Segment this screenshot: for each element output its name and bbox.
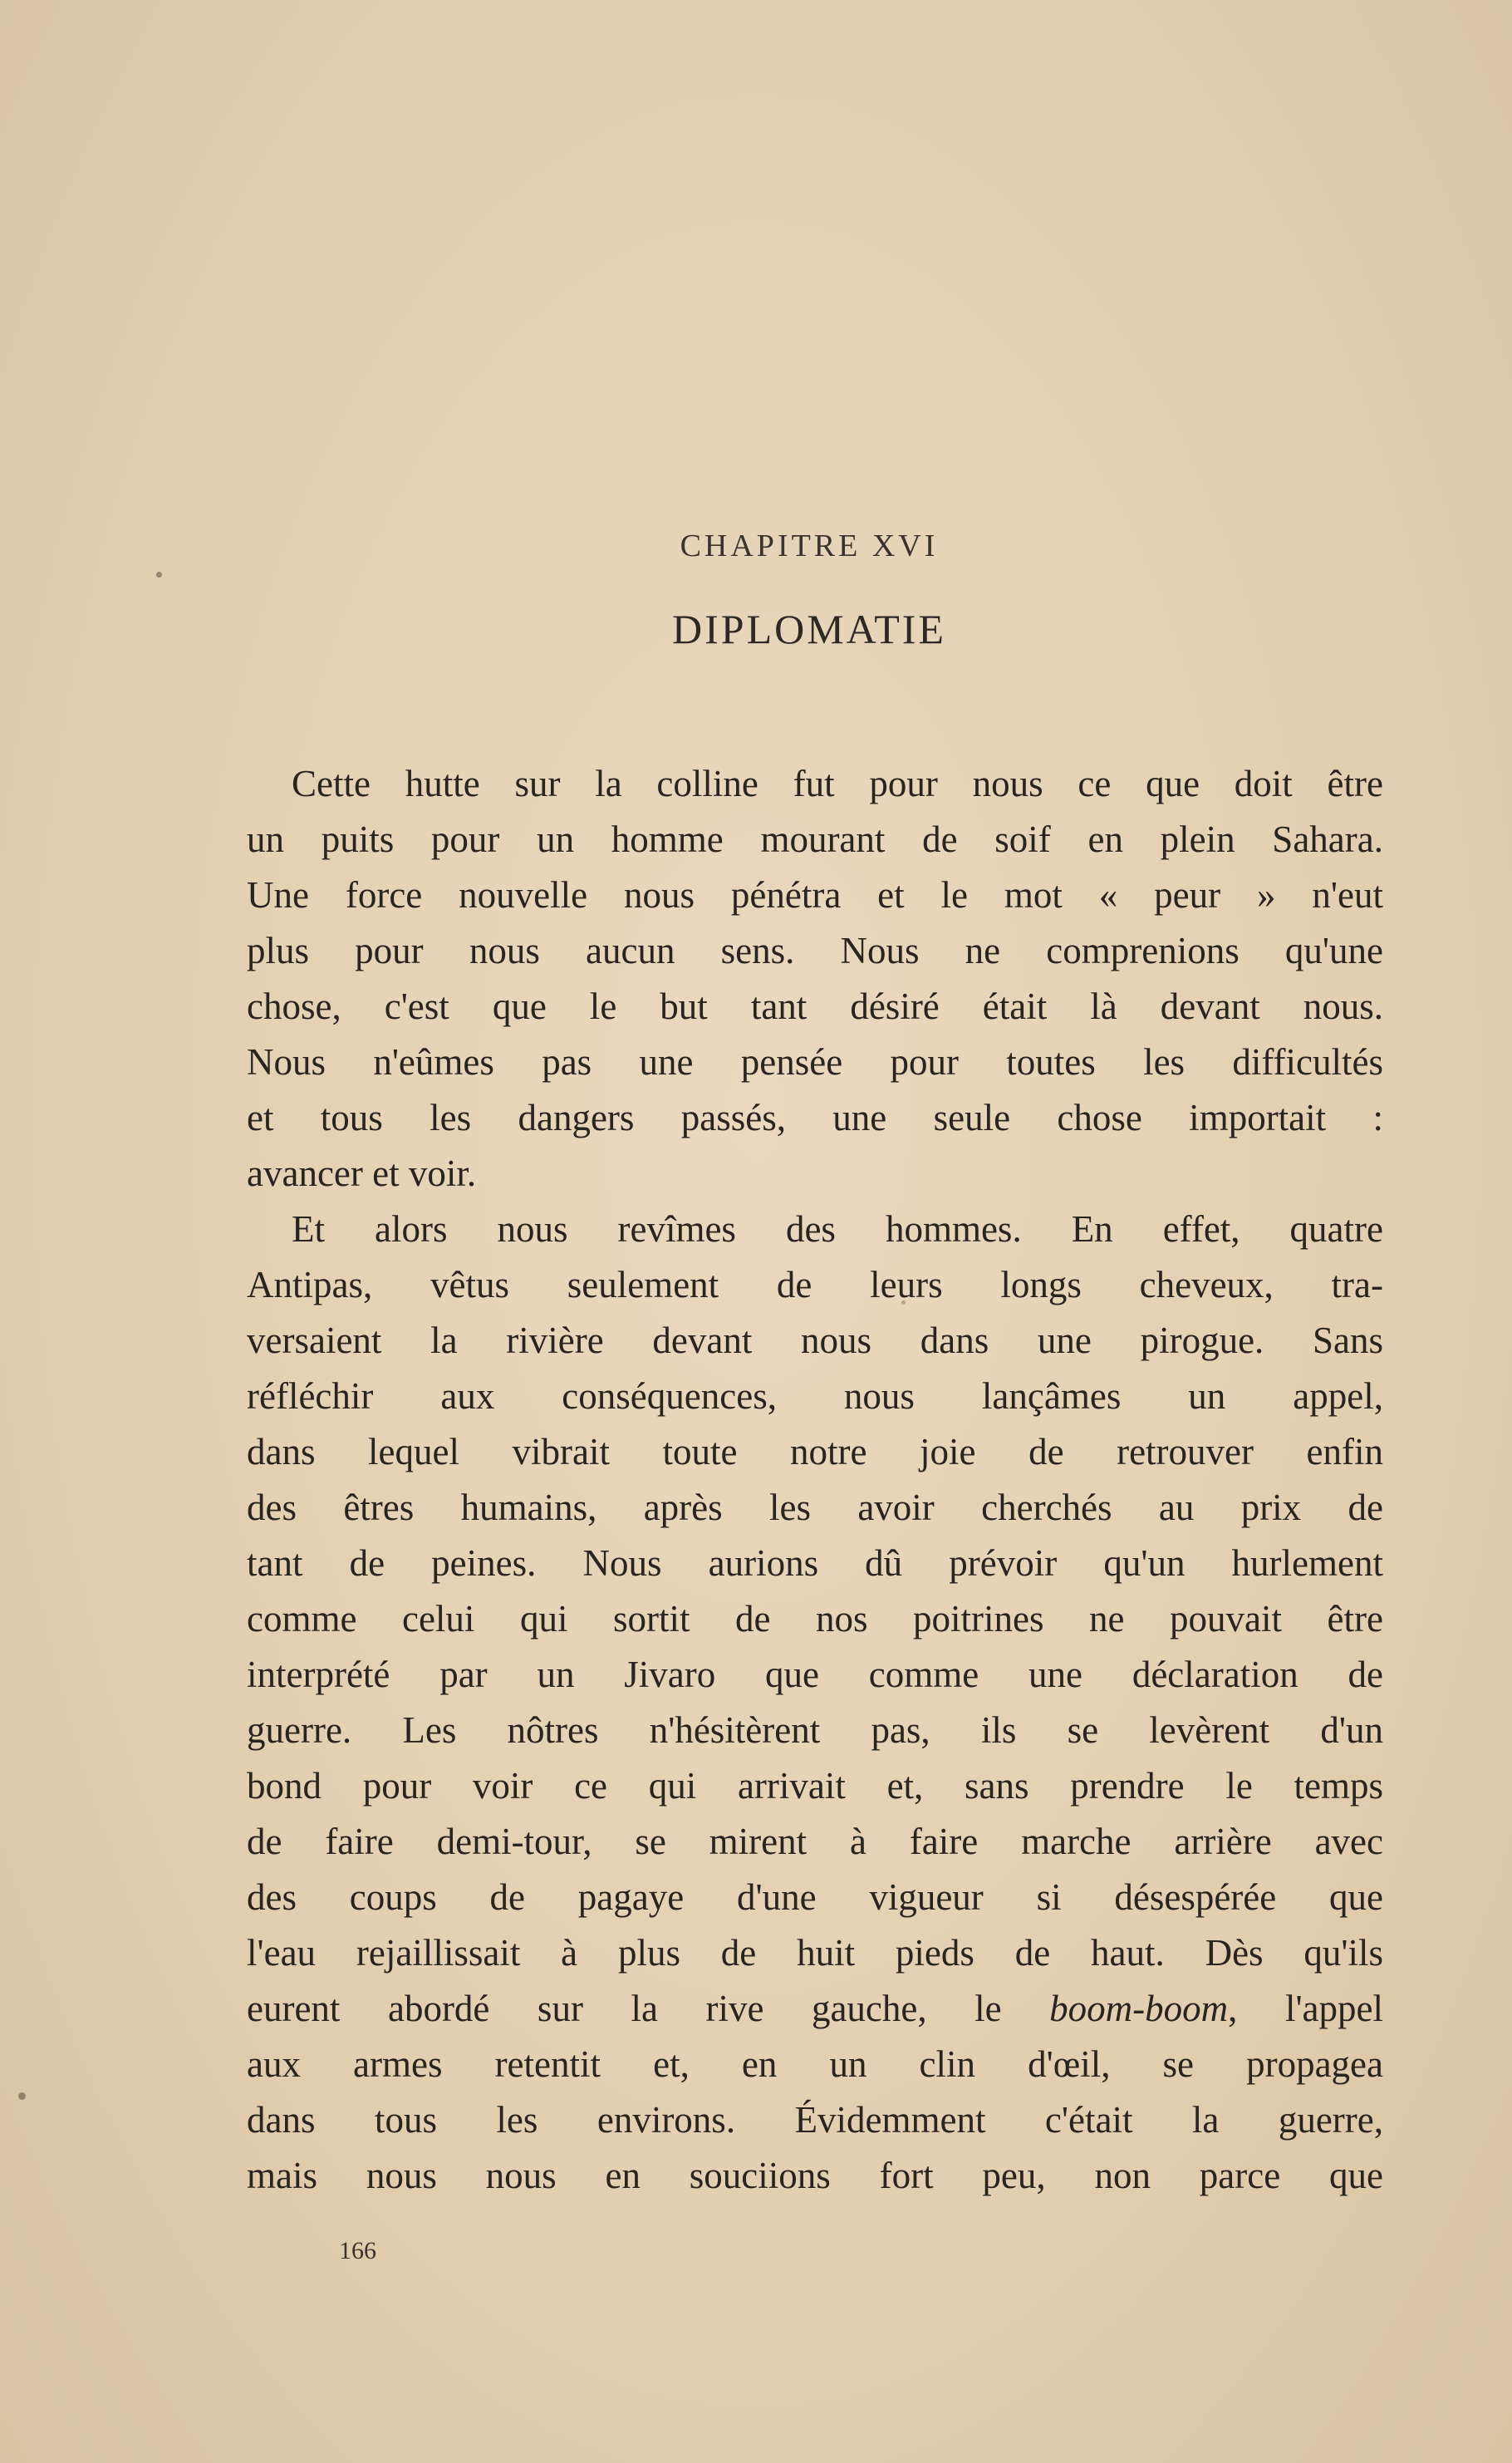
italic-term: boom-boom — [1049, 1988, 1229, 2029]
chapter-title: DIPLOMATIE — [672, 606, 946, 652]
paper-speck — [156, 572, 162, 578]
text-line: de faire demi-tour, se mirent à faire marche arrière avec — [247, 1821, 1383, 1862]
text-line: guerre. Les nôtres n'hésitèrent pas, ils se levèrent d'un — [247, 1709, 1383, 1751]
text-line: bond pour voir ce qui arrivait et, sans prendre le temps — [247, 1765, 1383, 1807]
text-line: Antipas, vêtus seulement de leurs longs cheveux, tra- — [247, 1264, 1383, 1305]
text-line: Une force nouvelle nous pénétra et le mot « peur » n'eut — [247, 874, 1383, 916]
text-segment: eurent abordé sur la rive gauche, le — [247, 1988, 1002, 2029]
text-line: plus pour nous aucun sens. Nous ne comprenions qu'une — [247, 930, 1383, 971]
text-line: réfléchir aux conséquences, nous lançâmes un appel, — [247, 1375, 1383, 1417]
text-line: Et alors nous revîmes des hommes. En effet, quatre — [292, 1208, 1383, 1250]
text-line: dans lequel vibrait toute notre joie de retrouver enfin — [247, 1431, 1383, 1472]
text-line: Nous n'eûmes pas une pensée pour toutes les difficultés — [247, 1041, 1383, 1083]
text-line: aux armes retentit et, en un clin d'œil, se propagea — [247, 2043, 1383, 2085]
text-line: des coups de pagaye d'une vigueur si désespérée que — [247, 1876, 1383, 1918]
text-line: et tous les dangers passés, une seule chose importait : — [247, 1097, 1383, 1138]
text-line: chose, c'est que le but tant désiré était là devant nous. — [247, 986, 1383, 1027]
text-line: un puits pour un homme mourant de soif en plein Sahara. — [247, 819, 1383, 860]
text-line: avancer et voir. — [247, 1153, 477, 1194]
chapter-heading: CHAPITRE XVI — [680, 528, 939, 563]
paper-speck — [18, 2092, 26, 2100]
text-line: versaient la rivière devant nous dans une pirogue. Sans — [247, 1320, 1383, 1361]
text-line: tant de peines. Nous aurions dû prévoir qu'un hurlement — [247, 1542, 1383, 1584]
text-line: interprété par un Jivaro que comme une déclaration de — [247, 1654, 1383, 1695]
text-line: dans tous les environs. Évidemment c'était la guerre, — [247, 2099, 1383, 2141]
page-number: 166 — [339, 2237, 376, 2264]
text-line: l'eau rejaillissait à plus de huit pieds de haut. Dès qu'ils — [247, 1932, 1383, 1974]
text-line: mais nous nous en souciions fort peu, non parce que — [247, 2155, 1383, 2196]
text-line: des êtres humains, après les avoir cherchés au prix de — [247, 1487, 1383, 1528]
text-line: Cette hutte sur la colline fut pour nous ce que doit être — [292, 763, 1383, 804]
text-line: comme celui qui sortit de nos poitrines ne pouvait être — [247, 1598, 1383, 1640]
body-text — [247, 756, 1383, 2204]
text-line-with-italic — [247, 1981, 1383, 2037]
text-segment: , l'appel — [1228, 1988, 1383, 2029]
